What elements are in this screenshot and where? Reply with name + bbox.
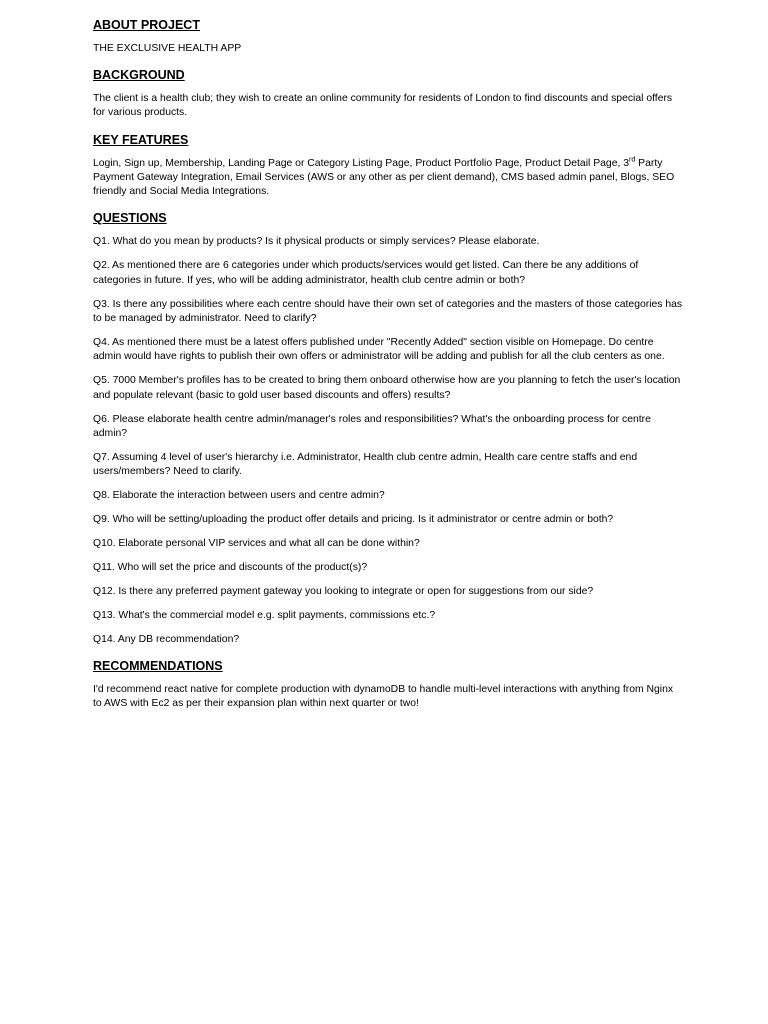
question-item: Q4. As mentioned there must be a latest offers published under "Recently Added" section visible on Homepage. Do centre admin would have rights to publish their own offers or administrator will be adding and publish for all the club centers as one. <box>93 337 665 363</box>
key-features-text-part1: Login, Sign up, Membership, Landing Page or Category Listing Page, Product Portfolio Page, Product Detail Page, 3 <box>93 157 630 169</box>
key-features-text <box>93 157 683 200</box>
key-features-heading: KEY FEATURES <box>93 132 189 147</box>
question-item: Q14. Any DB recommendation? <box>93 634 240 646</box>
question-item: Q9. Who will be setting/uploading the product offer details and pricing. Is it administrator or centre admin or both? <box>93 514 614 526</box>
question-item: Q5. 7000 Member's profiles has to be created to bring them onboard otherwise how are you planning to fetch the user's location and populate relevant (basic to gold user based discounts and offers) results? <box>93 375 681 401</box>
questions-heading: QUESTIONS <box>93 211 167 226</box>
project-name: THE EXCLUSIVE HEALTH APP <box>93 43 242 54</box>
key-features-superscript: rd <box>629 156 636 164</box>
background-text: The client is a health club; they wish to create an online community for residents of London to find discounts and special offers for various products. <box>93 93 673 119</box>
question-item: Q3. Is there any possibilities where each centre should have their own set of categories and the masters of those categories has to be managed by administrator. Need to clarify? <box>93 298 683 325</box>
question-item: Q1. What do you mean by products? Is it physical products or simply services? Please elaborate. <box>93 236 540 248</box>
background-heading: BACKGROUND <box>93 68 185 82</box>
question-item: Q7. Assuming 4 level of user's hierarchy i.e. Administrator, Health club centre admin, Health care centre staffs and end users/members? Need to clarify. <box>93 451 638 478</box>
question-item: Q11. Who will set the price and discounts of the product(s)? <box>93 562 368 574</box>
question-item: Q2. As mentioned there are 6 categories under which products/services would get listed. Can there be any additions of categories in future. If yes, who will be adding administrator, health club centre admin or both? <box>93 260 639 286</box>
recommendations-text: I'd recommend react native for complete production with dynamoDB to handle multi-level interactions with anything from Nginx to AWS with Ec2 as per their expansion plan within next quarter or two! <box>93 684 674 710</box>
question-item: Q8. Elaborate the interaction between users and centre admin? <box>93 490 385 502</box>
question-item: Q6. Please elaborate health centre admin/manager's roles and responsibilities? What's the onboarding process for centre admin? <box>93 413 651 439</box>
recommendations-heading: RECOMMENDATIONS <box>93 659 223 674</box>
document-page <box>93 16 683 722</box>
questions-list <box>93 235 683 647</box>
key-features-text-part2: Party Payment Gateway Integration, Email Services (AWS or any other as per client demand), CMS based admin panel, Blogs, SEO friendly and Social Media Integrations. <box>93 157 675 198</box>
question-item: Q13. What's the commercial model e.g. split payments, commissions etc.? <box>93 610 436 622</box>
question-item: Q12. Is there any preferred payment gateway you looking to integrate or open for suggestions from our side? <box>93 586 594 598</box>
about-project-heading: ABOUT PROJECT <box>93 18 200 32</box>
question-item: Q10. Elaborate personal VIP services and what all can be done within? <box>93 538 420 550</box>
